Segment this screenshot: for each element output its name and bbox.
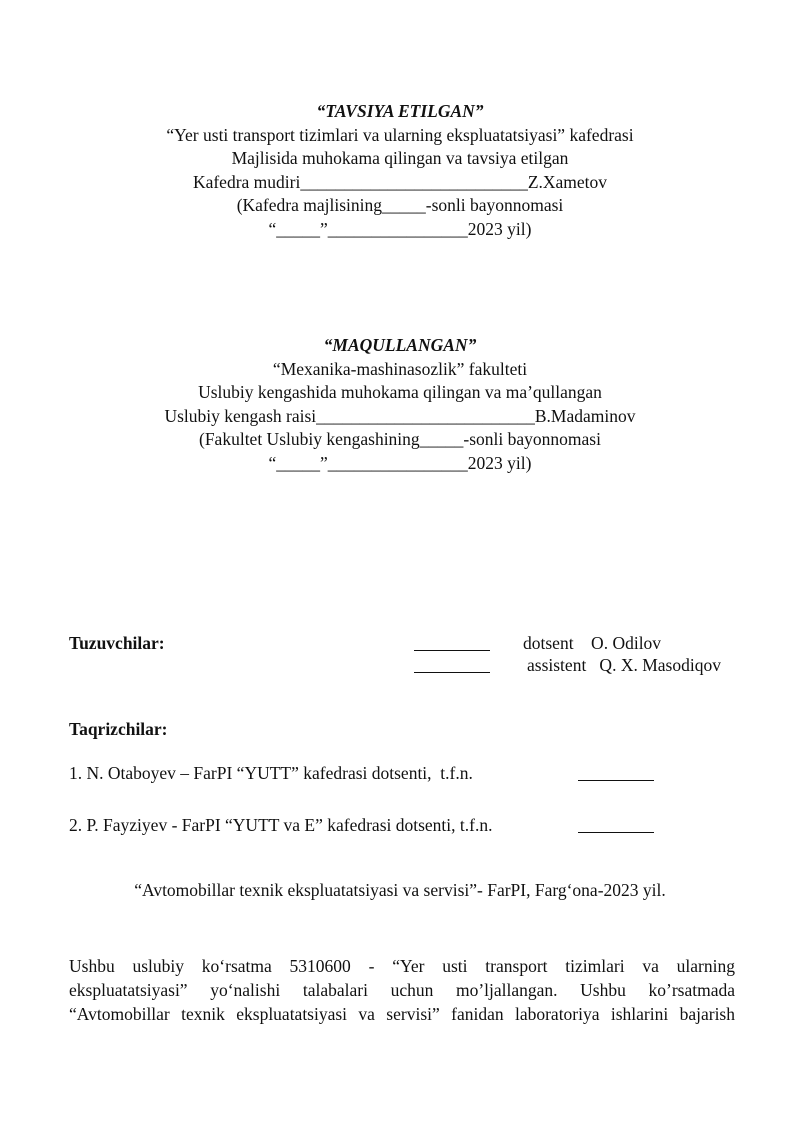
department-line: “Yer usti transport tizimlari va ularning ekspluatatsiyasi” kafedrasi <box>166 124 634 145</box>
meeting-line: Majlisida muhokama qilingan va tavsiya etilgan <box>231 148 569 169</box>
council-chair-line: Uslubiy kengash raisi_________________________B.Madaminov <box>164 405 636 426</box>
intro-line: “Avtomobillar texnik ekspluatatsiyasi va servisi” fanidan laboratoriya ishlarini bajarish <box>69 1004 735 1024</box>
approval-heading: “TAVSIYA ETILGAN” <box>316 101 484 121</box>
signature-line <box>414 632 490 651</box>
approval-block-approved <box>0 334 800 476</box>
publication-line: “Avtomobillar texnik ekspluatatsiyasi va servisi”- FarPI, Farg‘ona-2023 yil. <box>134 880 666 900</box>
protocol-line: (Fakultet Uslubiy kengashining_____-sonli bayonnomasi <box>199 429 601 450</box>
council-line: Uslubiy kengashida muhokama qilingan va ma’qullangan <box>198 382 602 403</box>
author-name: dotsent O. Odilov <box>523 633 662 653</box>
date-line: “_____”________________2023 yil) <box>268 452 532 473</box>
reviewer-entry: 2. P. Fayziyev - FarPI “YUTT va E” kafedrasi dotsenti, t.f.n. <box>69 815 493 835</box>
authors-label: Tuzuvchilar: <box>69 633 165 653</box>
faculty-line: “Mexanika-mashinasozlik” fakulteti <box>272 358 528 379</box>
approval-block-recommended <box>0 100 800 242</box>
intro-line: Ushbu uslubiy ko‘rsatma 5310600 - “Yer usti transport tizimlari va ularning <box>69 956 735 976</box>
department-head-line: Kafedra mudiri__________________________Z.Xametov <box>192 171 608 192</box>
signature-line <box>578 814 654 833</box>
reviewer-entry: 1. N. Otaboyev – FarPI “YUTT” kafedrasi dotsenti, t.f.n. <box>69 763 473 783</box>
date-line: “_____”________________2023 yil) <box>268 218 532 239</box>
intro-paragraph <box>69 954 735 1026</box>
signature-line <box>578 762 654 781</box>
approval-heading: “MAQULLANGAN” <box>323 335 477 355</box>
author-name: assistent Q. X. Masodiqov <box>527 655 721 675</box>
protocol-line: (Kafedra majlisining_____-sonli bayonnomasi <box>236 195 564 216</box>
intro-line: ekspluatatsiyasi” yo‘nalishi talabalari uchun mo’ljallangan. Ushbu ko’rsatmada <box>69 980 735 1000</box>
signature-line <box>414 654 490 673</box>
reviewers-label: Taqrizchilar: <box>69 719 168 739</box>
